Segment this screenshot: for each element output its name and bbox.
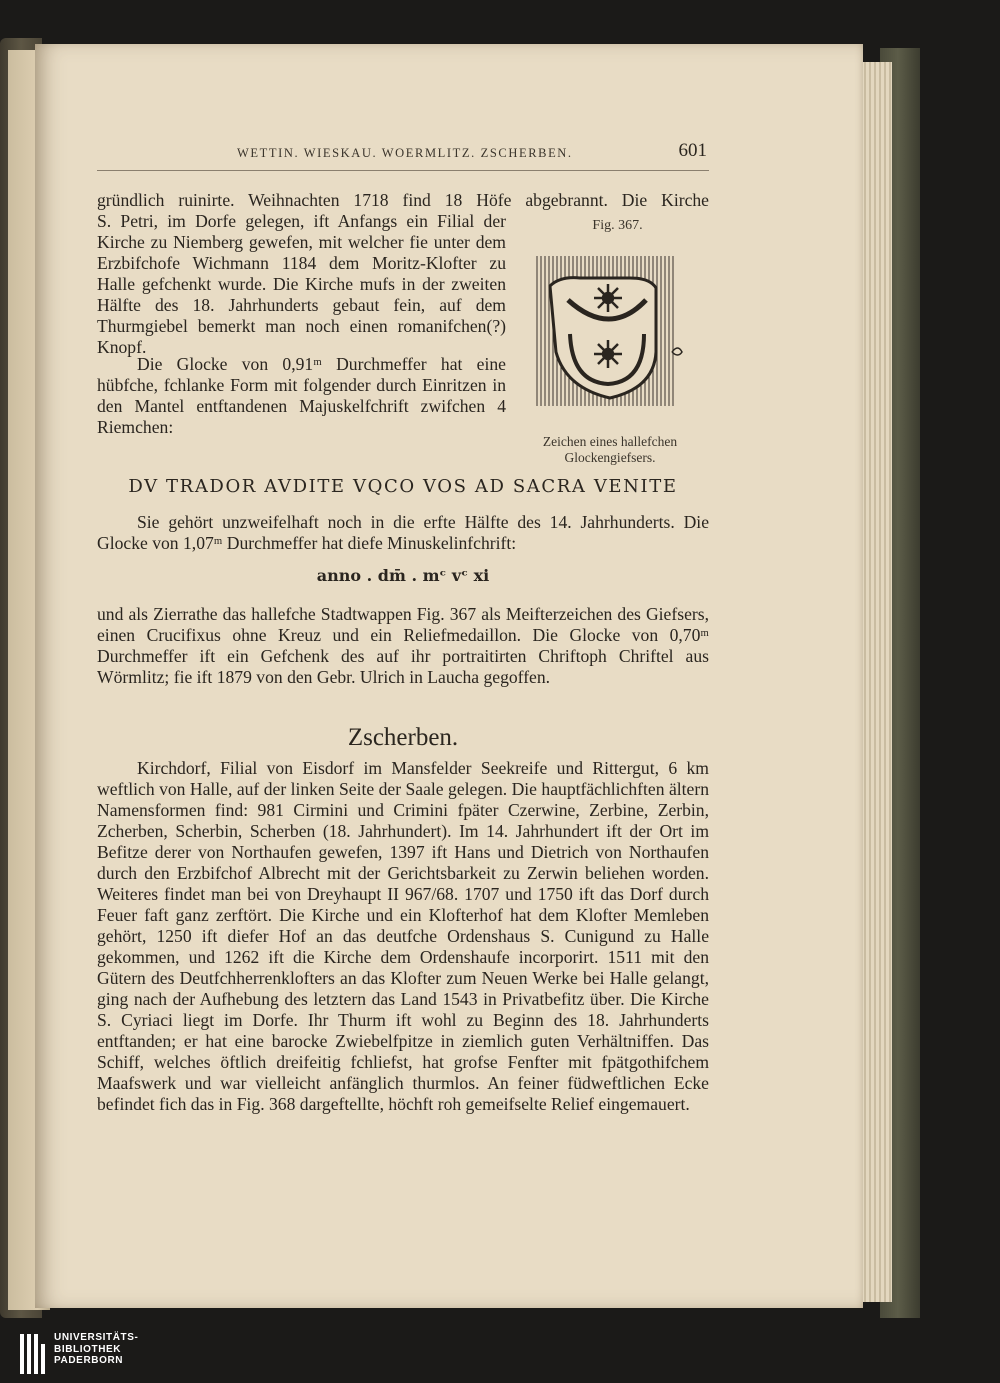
running-head <box>97 138 709 171</box>
figure-caption <box>520 434 700 466</box>
paragraph-bell-1: Die Glocke von 0,91ᵐ Durchmeffer hat eine hübfche, fchlanke Form mit folgender durch Einritzen in den Mantel entftandenen Majuskelfchrift zwifchen 4 Riemchen: <box>97 354 506 437</box>
halle-coat-of-arms-mark <box>520 242 700 422</box>
figure-caption-line-1: Zeichen eines hallefchen <box>542 434 678 449</box>
library-logo-icon <box>18 1332 48 1376</box>
running-title: WETTIN. WIESKAU. WOERMLITZ. ZSCHERBEN. <box>237 146 573 160</box>
paragraph-intro-wrapped: S. Petri, im Dorfe gelegen, ift Anfangs ein Filial der Kirche zu Niemberg gewefen, mit welcher fie unter dem Erzbifchofe Wichmann 1184 dem Moritz-Klofter zu Halle gefchenkt wurde. Die Kirche mufs in der zweiten Hälfte des 18. Jahrhunderts gebaut fein, auf dem Thurmgiebel bemerkt man noch einen romanifchen(?) Knopf. <box>97 211 506 357</box>
paragraph-bell-3: und als Zierrathe das hallefche Stadtwappen Fig. 367 als Meifterzeichen des Giefsers, einen Crucifixus ohne Kreuz und ein Reliefmedaillon. Die Glocke von 0,70ᵐ Durchmeffer ift ein Gefchenk des auf ihr portraitirten Chriftoph Chriftel aus Wörmlitz; fie ift 1879 von den Gebr. Ulrich in Laucha gegoffen. <box>97 604 709 687</box>
page-number: 601 <box>678 140 707 161</box>
section-heading: Zscherben. <box>347 724 459 751</box>
paragraph-bell-2: Sie gehört unzweifelhaft noch in die erfte Hälfte des 14. Jahrhunderts. Die Glocke von 1,07ᵐ Durchmeffer hat diefe Minuskelinfchrift: <box>97 512 709 553</box>
minuscule-inscription: anno . dm̄ . mᶜ vᶜ xi <box>316 566 490 585</box>
library-logo-line-1: UNIVERSITÄTS- <box>54 1332 139 1343</box>
library-logo <box>18 1332 158 1378</box>
library-logo-text <box>54 1332 138 1367</box>
paragraph-zscherben: Kirchdorf, Filial von Eisdorf im Mansfelder Seekreife und Rittergut, 6 km weftlich von Halle, auf der linken Seite der Saale gelegen. Die hauptfächlichften ältern Namensformen find: 981 Cirmini und Crimini fpäter Czerwine, Zerbine, Zerbin, Zcherben, Scherbin, Scherben (18. Jahrhundert). Im 14. Jahrhundert ift der Ort im Befitze derer von Northaufen gewefen, 1397 ift Hans und Dietrich von Northaufen durch den Erzbifchof Albrecht mit der Gerichtsbarkeit zu Zerwin beliehen worden. Weiteres findet man bei von Dreyhaupt II 967/68. 1707 und 1750 ift das Dorf durch Feuer faft ganz zerftört. Die Kirche und ein Klofterhof hat dem Klofter Memleben gehört, 1250 ift diefer Hof an das deutfche Ordenshaus S. Cunigund zu Halle gekommen, und 1262 ift die Kirche dem Ordenshaufe incorporirt. 1511 mit den Gütern des Deutfchherrenklofters an das Klofter zum Neuen Werke bei Halle gelangt, ging nach der Aufhebung des letztern das Land 1543 in Privatbefitz über. Die Kirche S. Cyriaci liegt im Dorfe. Ihr Thurm ift wohl zu Beginn des 18. Jahrhunderts entftanden; er hat eine barocke Zwiebelfpitze in ziemlich guten Verhältniffen. Das Schiff, welches öftlich dreifeitig fchliefst, hat grofse Fenfter mit fpätgothifchem Maafswerk und war vielleicht anfänglich thurmlos. An feiner füdweftlichen Ecke befindet fich das in Fig. 368 dargeftellte, höchft roh gemeifselte Relief eingemauert. <box>97 758 709 1114</box>
figure-label: Fig. 367. <box>592 218 643 233</box>
library-logo-line-3: PADERBORN <box>54 1355 124 1366</box>
paragraph-intro-top: gründlich ruinirte. Weihnachten 1718 find 18 Höfe abgebrannt. Die Kirche <box>97 190 709 210</box>
figure-367 <box>520 218 715 468</box>
library-logo-line-2: BIBLIOTHEK <box>54 1343 122 1355</box>
majuscule-inscription: DV TRADOR AVDITE VQCO VOS AD SACRA VENITE <box>128 476 678 497</box>
figure-caption-line-2: Glockengiefsers. <box>564 450 656 465</box>
